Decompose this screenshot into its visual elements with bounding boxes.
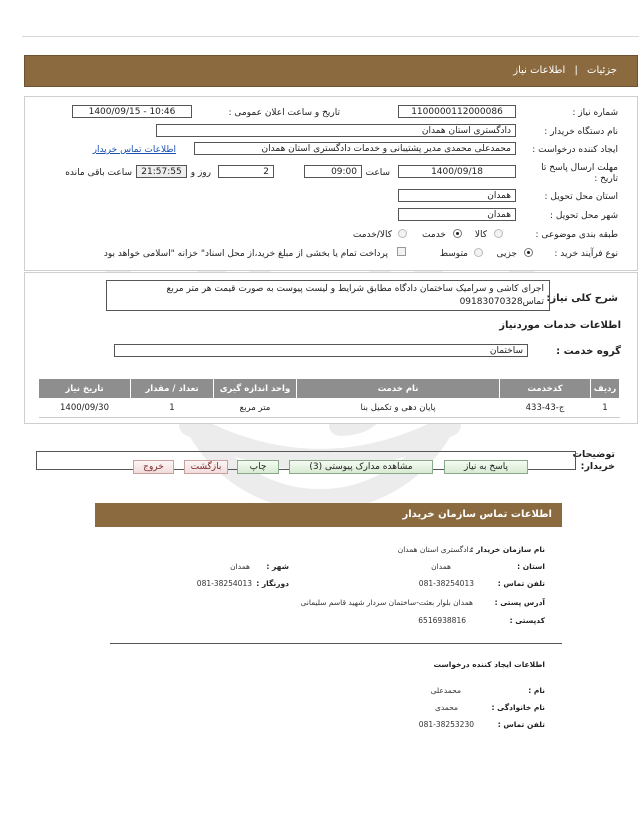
contact-city-label: شهر : xyxy=(266,562,289,571)
buyer-org-label: نام دستگاه خریدار : xyxy=(544,127,618,137)
buyer-notes-label xyxy=(572,449,615,473)
services-table xyxy=(38,378,620,418)
requester-info-title: اطلاعات ایجاد کننده درخواست xyxy=(433,660,545,669)
treasury-payment-note: پرداخت تمام یا بخشی از مبلغ خرید،از محل اسناد" خزانه "اسلامی خواهد بود xyxy=(103,249,388,259)
announce-date-field: 1400/09/15 - 10:46 xyxy=(72,105,192,118)
page-header-bar xyxy=(24,55,638,87)
cell-unit: متر مربع xyxy=(214,399,297,418)
contact-phone: 081-38254013 xyxy=(418,579,474,588)
contact-fax-label: دورنگار : xyxy=(256,579,289,588)
summary-label: شرح کلی نیاز: xyxy=(546,293,618,304)
deadline-time-label: ساعت xyxy=(365,168,390,178)
breadcrumb-current[interactable]: جزئیات xyxy=(587,65,617,76)
radio-partial-label: جزیی xyxy=(496,249,517,259)
need-number-label: شماره نیاز : xyxy=(572,108,618,118)
exit-button[interactable]: خروج xyxy=(133,460,174,474)
summary-text-line1: اجرای کاشی و سرامیک ساختمان دادگاه مطابق شرایط و لیست پیوست به صورت قیمت هر متر مربع xyxy=(166,284,544,294)
creator-label: ایجاد کننده درخواست : xyxy=(532,145,618,155)
deadline-label: مهلت ارسال پاسخ تا تاریخ : xyxy=(541,163,618,184)
treasury-payment-checkbox[interactable] xyxy=(397,247,406,256)
province-label: استان محل تحویل : xyxy=(544,192,618,202)
cell-service-name: پایان دهی و تکمیل بنا xyxy=(297,399,500,418)
breadcrumb-separator: | xyxy=(574,65,578,76)
contact-fax: 081-38254013 xyxy=(196,579,252,588)
buyer-notes-label-line1: توضیحات xyxy=(572,449,615,460)
announce-date-label: تاریخ و ساعت اعلان عمومی : xyxy=(228,108,340,118)
cell-quantity: 1 xyxy=(131,399,214,418)
contact-info-header xyxy=(95,503,562,527)
contact-phone-label: تلفن تماس : xyxy=(497,579,545,588)
remaining-days-field: 2 xyxy=(218,165,274,178)
need-number-field: 1100000112000086 xyxy=(398,105,516,118)
service-group-label: گروه خدمت : xyxy=(556,346,621,357)
reply-to-need-button[interactable]: پاسخ به نیاز xyxy=(444,460,528,474)
cell-need-date: 1400/09/30 xyxy=(39,399,131,418)
print-button[interactable]: چاپ xyxy=(237,460,279,474)
col-unit: واحد اندازه گیری xyxy=(214,379,297,399)
top-rule xyxy=(22,36,639,37)
breadcrumb xyxy=(513,65,617,76)
remaining-time-label: ساعت باقی مانده xyxy=(65,168,132,178)
table-row xyxy=(39,399,620,418)
radio-goods-service[interactable] xyxy=(398,229,407,238)
remaining-days-label: روز و xyxy=(190,168,211,178)
radio-service-label: خدمت xyxy=(422,230,446,240)
contact-province: همدان xyxy=(431,562,451,571)
summary-text-line2: تماس09183070328 xyxy=(459,297,544,307)
col-quantity: تعداد / مقدار xyxy=(131,379,214,399)
service-group-field: ساختمان xyxy=(114,344,528,357)
services-table-header xyxy=(39,379,620,399)
requester-last-name: محمدی xyxy=(434,703,458,712)
contact-postal: 6516938816 xyxy=(418,616,466,625)
process-type-label: نوع فرآیند خرید : xyxy=(554,249,618,259)
contact-address: همدان بلوار بعثت-ساختمان سردار شهید قاسم سلیمانی xyxy=(300,598,473,607)
col-row: ردیف xyxy=(591,379,620,399)
cell-row: 1 xyxy=(591,399,620,418)
buyer-org-field: دادگستری استان همدان xyxy=(156,124,516,137)
radio-partial[interactable] xyxy=(524,248,533,257)
contact-address-label: آدرس پستی : xyxy=(494,598,545,607)
remaining-time-field: 21:57:55 xyxy=(136,165,187,178)
buyer-contact-link[interactable]: اطلاعات تماس خریدار xyxy=(92,145,176,155)
view-attachments-button[interactable]: مشاهده مدارک پیوستی (3) xyxy=(289,460,433,474)
buyer-notes-label-line2: خریدار: xyxy=(580,461,615,472)
city-field: همدان xyxy=(398,208,516,221)
contact-province-label: استان : xyxy=(517,562,545,571)
cell-service-code: ج-43-433 xyxy=(500,399,591,418)
radio-medium-label: متوسط xyxy=(439,249,468,259)
category-label: طبقه بندی موضوعی : xyxy=(535,230,618,240)
col-need-date: تاریخ نیاز xyxy=(39,379,131,399)
radio-service[interactable] xyxy=(453,229,462,238)
radio-goods-service-label: کالا/خدمت xyxy=(352,230,392,240)
deadline-time-field: 09:00 xyxy=(304,165,362,178)
contact-info-title: اطلاعات تماس سازمان خریدار xyxy=(402,509,552,520)
requester-phone-label: تلفن تماس : xyxy=(497,720,545,729)
services-section-title: اطلاعات خدمات موردنیاز xyxy=(499,320,621,331)
contact-postal-label: کدپستی : xyxy=(509,616,545,625)
contact-divider xyxy=(110,643,562,644)
requester-last-name-label: نام خانوادگی : xyxy=(491,703,545,712)
deadline-date-field: 1400/09/18 xyxy=(398,165,516,178)
province-field: همدان xyxy=(398,189,516,202)
col-service-name: نام خدمت xyxy=(297,379,500,399)
radio-goods-label: کالا xyxy=(474,230,487,240)
contact-buyer-name: دادگستری استان همدان xyxy=(397,545,472,554)
back-button[interactable]: بازگشت xyxy=(184,460,228,474)
radio-goods[interactable] xyxy=(494,229,503,238)
contact-city: همدان xyxy=(230,562,250,571)
creator-field: محمدعلی محمدی مدیر پشتیبانی و خدمات دادگستری استان همدان xyxy=(194,142,516,155)
summary-box xyxy=(106,280,550,311)
radio-medium[interactable] xyxy=(474,248,483,257)
col-service-code: کدخدمت xyxy=(500,379,591,399)
breadcrumb-section[interactable]: اطلاعات نیاز xyxy=(513,65,566,76)
requester-phone: 081-38253230 xyxy=(418,720,474,729)
requester-first-name-label: نام : xyxy=(528,686,545,695)
contact-buyer-name-label: نام سازمان خریدار : xyxy=(470,545,545,554)
city-label: شهر محل تحویل : xyxy=(549,211,618,221)
requester-first-name: محمدعلی xyxy=(430,686,461,695)
